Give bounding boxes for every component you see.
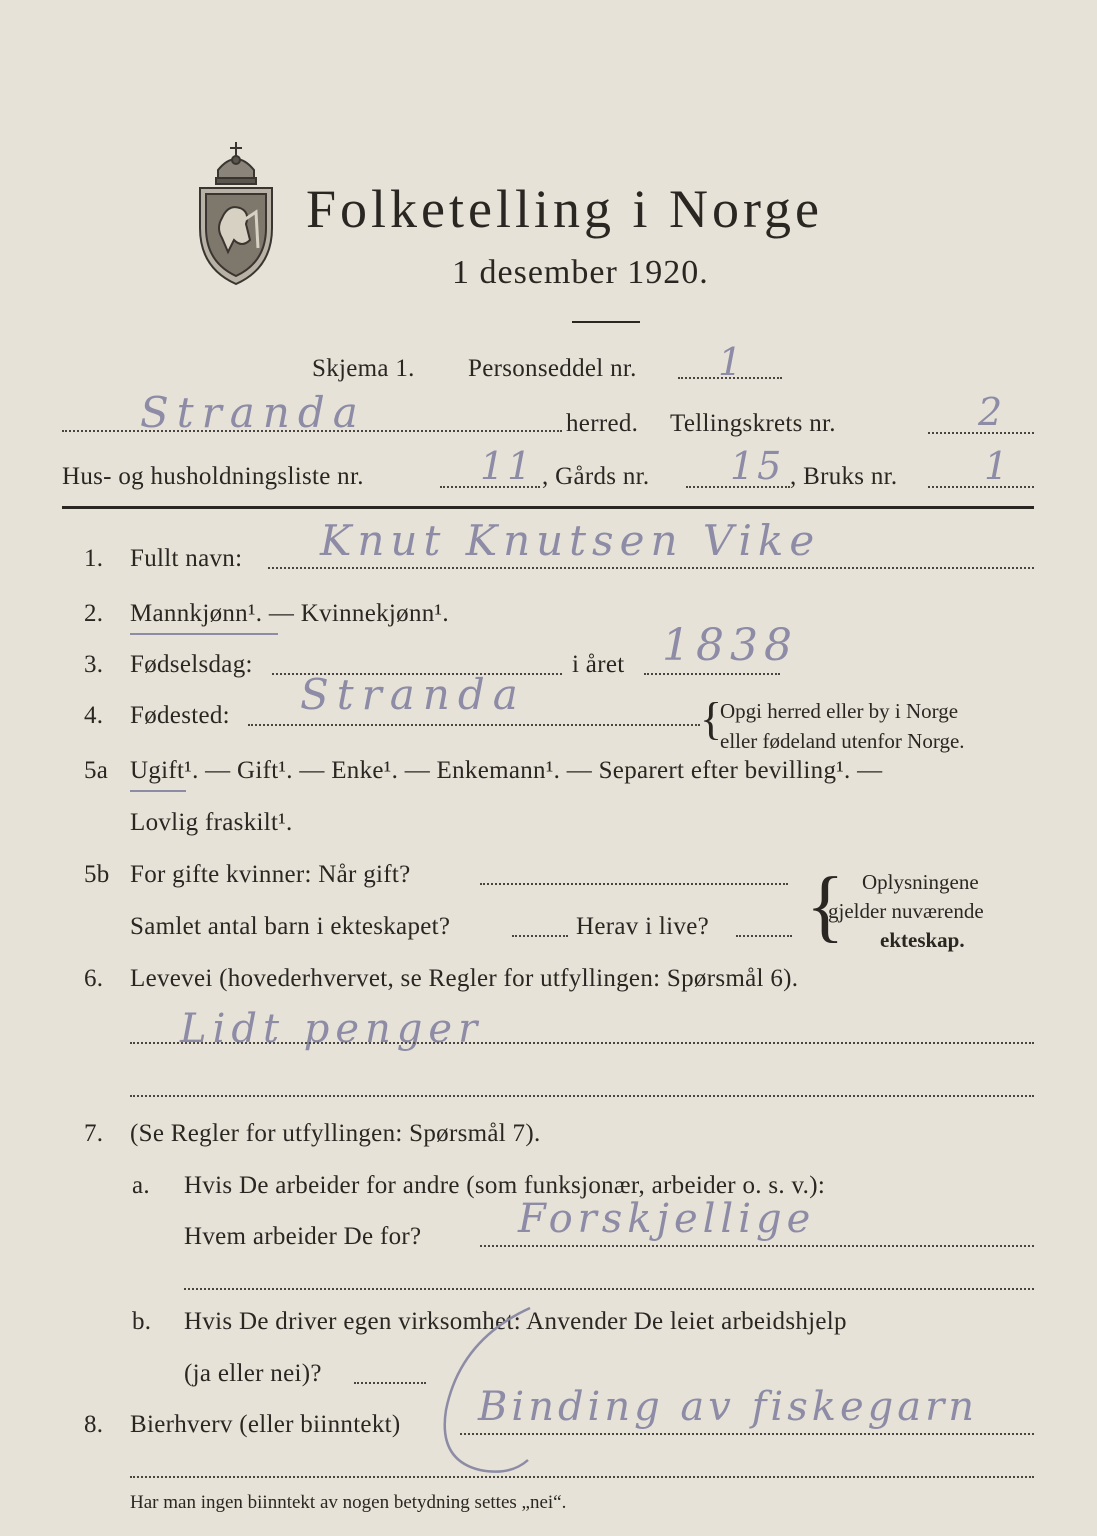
q7a-line2: Hvem arbeider De for? <box>184 1223 422 1250</box>
personseddel-value: 1 <box>718 340 746 384</box>
herred-label: herred. <box>566 410 639 437</box>
q8-number: 8. <box>84 1411 104 1438</box>
tellingskrets-label: Tellingskrets nr. <box>670 410 836 437</box>
married-when-field[interactable] <box>480 883 788 885</box>
occupation-field-1[interactable] <box>130 1042 1034 1044</box>
full-name-field[interactable] <box>268 567 1034 569</box>
q5b-number: 5b <box>84 861 110 888</box>
bruks-field[interactable] <box>928 486 1034 488</box>
page-title: Folketelling i Norge <box>306 179 823 239</box>
employer-value: Forskjellige <box>518 1196 816 1242</box>
hired-help-field[interactable] <box>354 1382 426 1384</box>
q3-label: Fødselsdag: <box>130 651 253 678</box>
q1-number: 1. <box>84 545 104 572</box>
marriage-note-line2: gjelder nuværende <box>828 899 984 923</box>
birth-year-field[interactable] <box>644 673 780 675</box>
personseddel-label: Personseddel nr. <box>468 355 637 382</box>
birthplace-value: Stranda <box>300 670 526 719</box>
census-date: 1 desember 1920. <box>452 254 709 291</box>
q5a-number: 5a <box>84 757 109 784</box>
q6-number: 6. <box>84 965 104 992</box>
q3-number: 3. <box>84 651 104 678</box>
children-total-label: Samlet antal barn i ekteskapet? <box>130 913 451 940</box>
marital-status-options[interactable]: Ugift¹. — Gift¹. — Enke¹. — Enkemann¹. — Separert efter bevilling¹. — <box>130 757 883 784</box>
birthplace-note-line1: Opgi herred eller by i Norge <box>720 699 959 723</box>
q4-label: Fødested: <box>130 702 230 729</box>
marriage-note-brace: { <box>806 862 845 950</box>
q7a-letter: a. <box>132 1172 150 1199</box>
side-income-field-2[interactable] <box>130 1476 1034 1478</box>
side-income-field[interactable] <box>460 1433 1034 1435</box>
q7a-line1: Hvis De arbeider for andre (som funksjonær, arbeider o. s. v.): <box>184 1172 826 1199</box>
q4-number: 4. <box>84 702 104 729</box>
marriage-note-line3: ekteskap. <box>880 928 965 952</box>
gender-options[interactable]: Mannkjønn¹. — Kvinnekjønn¹. <box>130 600 449 627</box>
q2-number: 2. <box>84 600 104 627</box>
tellingskrets-value: 2 <box>978 390 1006 434</box>
bruks-value: 1 <box>984 444 1012 488</box>
married-when-label: For gifte kvinner: Når gift? <box>130 861 411 888</box>
birth-year-label: i året <box>572 651 625 678</box>
header-rule <box>62 506 1034 509</box>
q7-number: 7. <box>84 1120 104 1147</box>
employer-field[interactable] <box>480 1245 1034 1247</box>
occupation-value: Lidt penger <box>180 1006 484 1052</box>
q7b-letter: b. <box>132 1308 152 1335</box>
q1-label: Fullt navn: <box>130 545 243 572</box>
marital-status-options-cont[interactable]: Lovlig fraskilt¹. <box>130 809 293 836</box>
q8-label: Bierhverv (eller biinntekt) <box>130 1411 401 1438</box>
handwritten-loop-mark <box>420 1300 540 1480</box>
birth-year-value: 1838 <box>662 620 798 671</box>
hus-value: 11 <box>480 444 535 488</box>
children-alive-label: Herav i live? <box>576 913 710 940</box>
birthplace-note-brace: { <box>700 693 723 744</box>
q7b-line1: Hvis De driver egen virksomhet: Anvender De leiet arbeidshjelp <box>184 1308 847 1335</box>
q6-label: Levevei (hovederhvervet, se Regler for utfyllingen: Spørsmål 6). <box>130 965 799 992</box>
side-income-value: Binding av fiskegarn <box>478 1384 978 1430</box>
title-divider <box>572 321 640 323</box>
birthplace-note-line2: eller fødeland utenfor Norge. <box>720 729 965 753</box>
herred-value: Stranda <box>140 388 366 437</box>
norway-coat-of-arms-emblem <box>188 128 284 288</box>
employer-field-2[interactable] <box>184 1288 1034 1290</box>
skjema-label: Skjema 1. <box>312 355 415 382</box>
marital-underline-mark <box>130 790 186 792</box>
hus-label: Hus- og husholdningsliste nr. <box>62 463 364 490</box>
birthplace-field[interactable] <box>248 724 700 726</box>
children-alive-field[interactable] <box>736 935 792 937</box>
q7b-line2: (ja eller nei)? <box>184 1360 322 1387</box>
footer-note: Har man ingen biinntekt av nogen betydning settes „nei“. <box>130 1492 567 1513</box>
children-total-field[interactable] <box>512 935 568 937</box>
occupation-field-2[interactable] <box>130 1095 1034 1097</box>
full-name-value: Knut Knutsen Vike <box>320 516 821 565</box>
gards-label: , Gårds nr. <box>542 463 650 490</box>
gards-value: 15 <box>730 444 785 488</box>
marriage-note-line1: Oplysningene <box>862 870 979 894</box>
q7-label: (Se Regler for utfyllingen: Spørsmål 7). <box>130 1120 541 1147</box>
bruks-label: , Bruks nr. <box>790 463 898 490</box>
gender-underline-mark <box>130 633 278 635</box>
